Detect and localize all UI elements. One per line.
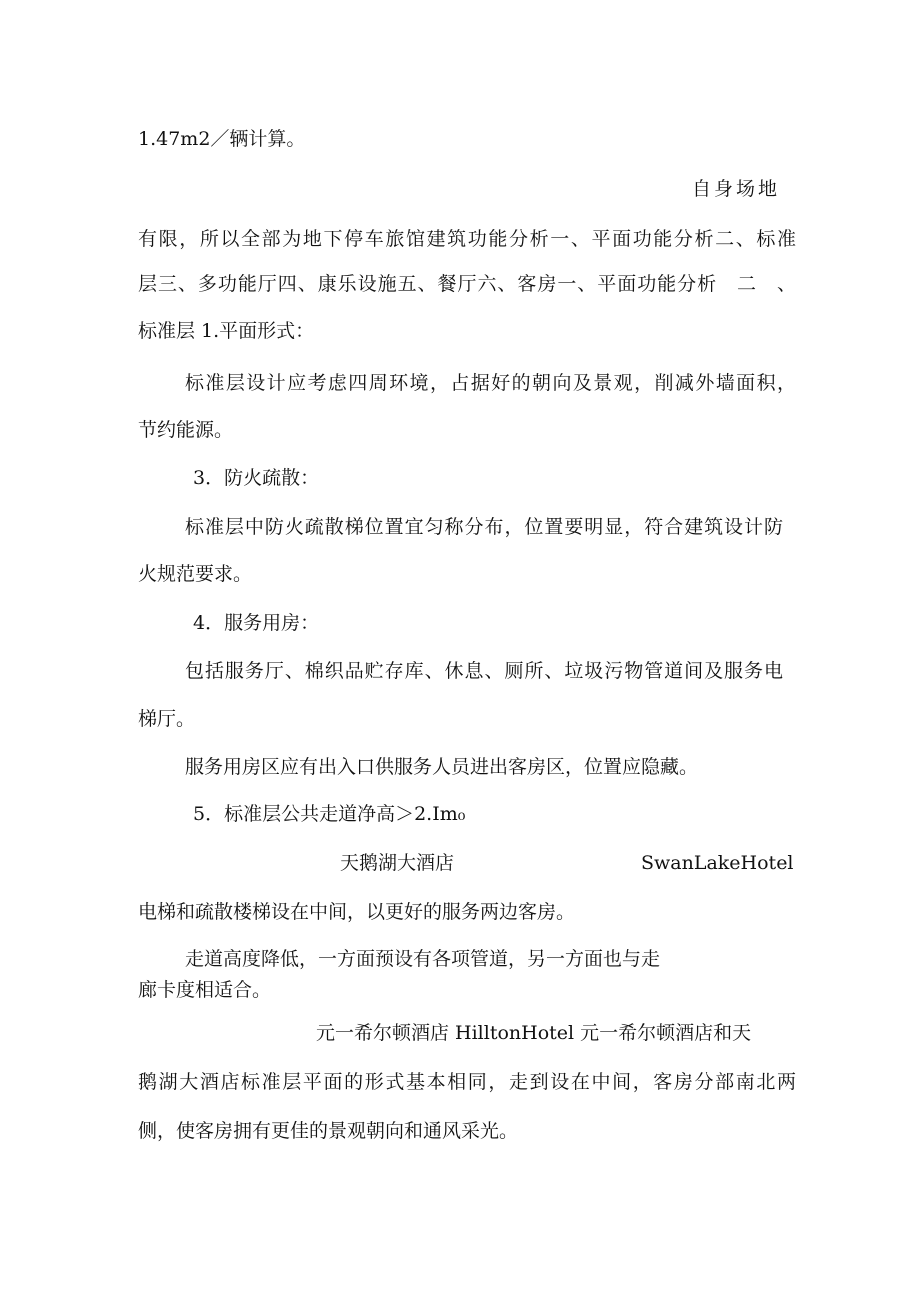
text-line-9: 标准层中防火疏散梯位置宜匀称分布，位置要明显，符合建筑设计防 <box>185 516 783 538</box>
text-line-4: 层三、多功能厅四、康乐设施五、餐厅六、客房一、平面功能分析 二 、 <box>138 273 796 295</box>
caption-swan-lake-cn: 天鹅湖大酒店 <box>340 852 455 874</box>
text-line-14: 服务用房区应有出入口供服务人员进出客房区，位置应隐藏。 <box>185 756 699 778</box>
text-line-10: 火规范要求。 <box>138 563 253 585</box>
text-line-13: 梯厅。 <box>138 708 196 730</box>
caption-swan-lake-en: SwanLakeHotel <box>641 852 794 874</box>
text-line-7: 节约能源。 <box>138 419 234 441</box>
caption-hilton: 元一希尔顿酒店 HilltonHotel 元一希尔顿酒店和天 <box>316 1022 752 1044</box>
text-line-3: 有限，所以全部为地下停车旅馆建筑功能分析一、平面功能分析二、标准 <box>138 228 796 250</box>
heading-fire-evacuation: 3．防火疏散： <box>193 467 320 489</box>
text-line-2: 自身场地 <box>692 178 781 200</box>
text-line-12: 包括服务厅、棉织品贮存库、休息、厕所、垃圾污物管道间及服务电 <box>185 660 783 682</box>
heading-service-rooms: 4．服务用房： <box>193 612 320 634</box>
text-line-6: 标准层设计应考虑四周环境，占据好的朝向及景观，削减外墙面积， <box>185 372 796 394</box>
heading-corridor-height: 5．标准层公共走道净高＞2.Im₀ <box>193 803 466 825</box>
text-line-18: 走道高度降低，一方面预设有各项管道，另一方面也与走 <box>185 948 661 970</box>
text-line-21: 鹅湖大酒店标准层平面的形式基本相同，走到设在中间，客房分部南北两 <box>138 1071 796 1093</box>
text-line-19: 廊卡度相适合。 <box>138 979 272 1001</box>
text-line-1: 1.47m2／辆计算。 <box>138 128 306 150</box>
text-line-5: 标准层 1.平面形式： <box>138 320 315 342</box>
text-line-22: 侧，使客房拥有更佳的景观朝向和通风采光。 <box>138 1120 519 1142</box>
text-line-17: 电梯和疏散楼梯设在中间，以更好的服务两边客房。 <box>138 901 576 923</box>
